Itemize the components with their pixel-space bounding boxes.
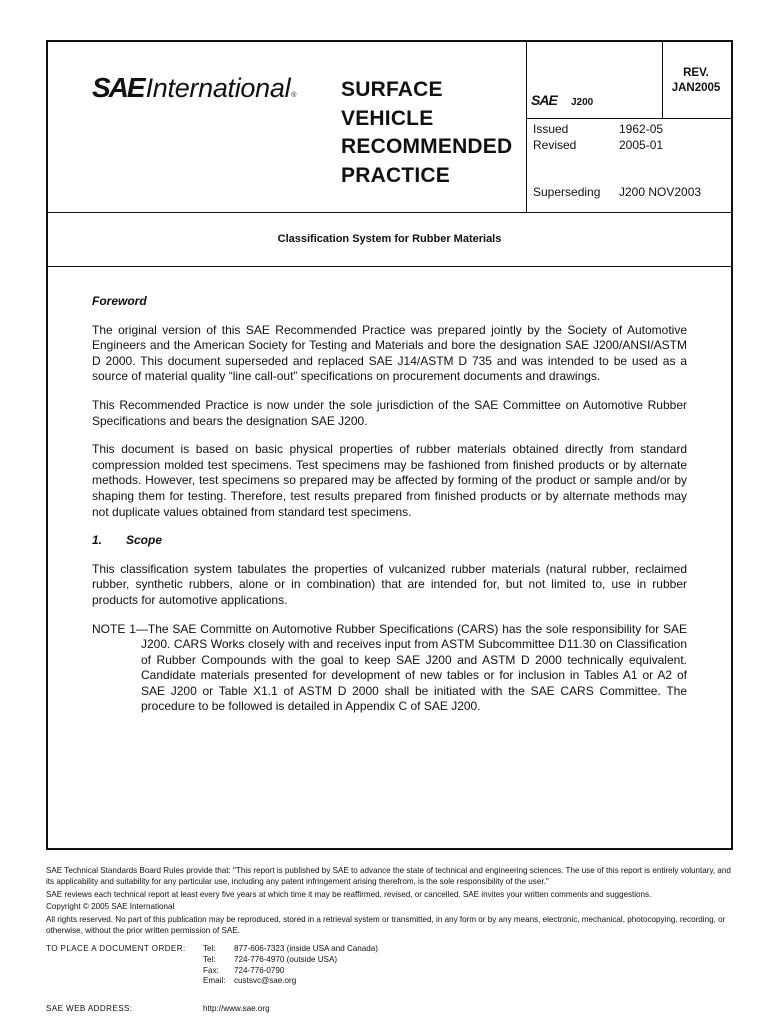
footer-legal bbox=[46, 865, 736, 937]
body-paragraph: This document is based on basic physical properties of rubber materials obtained directly from standard compression molded test specimens. Test specimens may be fashioned from finished products or by alternate methods. However, test specimens so prepared may be affected by forming of the product or sample and/or by shaping them for testing. Therefore, test results prepared from finished products or by alternate methods may not duplicate values obtained from standard test specimens. bbox=[92, 442, 687, 519]
footer-rules: SAE Technical Standards Board Rules provide that: "This report is published by SAE to advance the state of technical and engineering sciences. The use of this report is entirely voluntary, and its applicability and suitability for any particular use, including any patent infringement arising therefrom, is the sole responsibility of the user." bbox=[46, 866, 731, 886]
web-address-link[interactable]: http://www.sae.org bbox=[203, 1004, 270, 1013]
contact-label: Email: bbox=[203, 976, 226, 986]
revised-label: Revised bbox=[533, 137, 577, 152]
body-paragraph: This Recommended Practice is now under the sole jurisdiction of the SAE Committee on Automotive Rubber Specifications and bears the designation SAE J200. bbox=[92, 397, 687, 428]
superseding-value: J200 NOV2003 bbox=[619, 185, 702, 199]
issued-label: Issued bbox=[533, 122, 569, 136]
section-heading-scope bbox=[92, 533, 687, 549]
contact-label: Tel: bbox=[203, 944, 216, 953]
revised-value: 2005-01 bbox=[619, 137, 664, 152]
contact-value: 724-776-4970 (outside USA) bbox=[234, 954, 338, 964]
document-info-box bbox=[526, 42, 732, 212]
section-number: 1. bbox=[92, 533, 103, 548]
order-label: TO PLACE A DOCUMENT ORDER: bbox=[46, 944, 186, 953]
doc-id-row bbox=[527, 42, 732, 119]
sae-mini-logo: SAE bbox=[531, 92, 557, 108]
logo-international-text: International bbox=[145, 73, 291, 103]
footer-review: SAE reviews each technical report at least every five years at which time it may be reaffirmed, revised, or cancelled. SAE invites your written comments and suggestions. bbox=[46, 889, 652, 899]
scope-paragraph: This classification system tabulates the properties of vulcanized rubber materials (natural rubber, reclaimed rubber, synthetic rubbers, alone or in combination) that are intended for, but not limited to, use in rubber products for automotive applications. bbox=[92, 561, 687, 607]
doc-type-line: SURFACE bbox=[341, 78, 443, 101]
sae-international-logo bbox=[92, 72, 296, 102]
footer-rights: All rights reserved. No part of this publication may be reproduced, stored in a retrieval system or transmitted, in any form or by any means, electronic, mechanical, photocopying, recording, or otherwise, without the prior written permission of SAE. bbox=[46, 914, 726, 935]
contact-label: Tel: bbox=[203, 954, 216, 964]
issued-value: 1962-05 bbox=[619, 122, 664, 136]
document-header bbox=[48, 42, 731, 213]
document-type bbox=[341, 76, 531, 190]
doc-type-line: PRACTICE bbox=[341, 163, 450, 187]
document-number: J200 bbox=[571, 97, 594, 108]
superseding-row bbox=[533, 185, 702, 199]
document-title: Classification System for Rubber Materials bbox=[48, 212, 731, 267]
web-label: SAE WEB ADDRESS: bbox=[46, 1004, 133, 1013]
doc-number-cell bbox=[527, 42, 663, 118]
doc-type-line: VEHICLE bbox=[341, 106, 434, 130]
contact-label: Fax: bbox=[203, 965, 219, 975]
contact-value: 724-776-0790 bbox=[234, 965, 285, 975]
section-title: Scope bbox=[126, 533, 163, 548]
doc-type-line: RECOMMENDED bbox=[341, 135, 513, 158]
footer-copyright: Copyright © 2005 SAE International bbox=[46, 902, 175, 911]
contact-value[interactable]: custsvc@sae.org bbox=[234, 976, 297, 986]
note-paragraph: NOTE 1—The SAE Committe on Automotive Rubber Specifications (CARS) has the sole responsibility for SAE J200. CARS Works closely with and receives input from ASTM Subcommittee D11.30 on Classification of Rubber Compounds with the goal to keep SAE J200 and ASTM D 2000 technically equivalent. Candidate materials presented for development of new tables or for inclusion in Tables A1 or A2 of SAE J200 or Table X1.1 of ASTM D 2000 shall be initiated with the SAE CARS Committee. The procedure to be followed is detailed in Appendix C of SAE J200. bbox=[92, 621, 687, 714]
body-paragraph: The original version of this SAE Recommended Practice was prepared jointly by the Society of Automotive Engineers and the American Society for Testing and Materials and bore the designation SAE J200/ANSI/ASTM D 2000. This document superseded and replaced SAE J14/ASTM D 735 and was intended to be used as a source of material quality “line call-out” specifications on procurement documents and drawings. bbox=[92, 322, 687, 384]
order-contacts bbox=[46, 944, 736, 987]
foreword-heading: Foreword bbox=[92, 294, 147, 308]
revision-cell bbox=[663, 66, 729, 96]
logo-sae-text: SAE bbox=[92, 72, 144, 103]
logo-trademark: ® bbox=[291, 92, 297, 99]
revision-value: JAN2005 bbox=[671, 82, 721, 94]
revision-label: REV. bbox=[683, 67, 709, 79]
superseding-label: Superseding bbox=[533, 185, 601, 199]
contact-value: 877-606-7323 (inside USA and Canada) bbox=[234, 944, 378, 953]
document-body bbox=[92, 294, 687, 728]
document-frame bbox=[46, 40, 733, 850]
